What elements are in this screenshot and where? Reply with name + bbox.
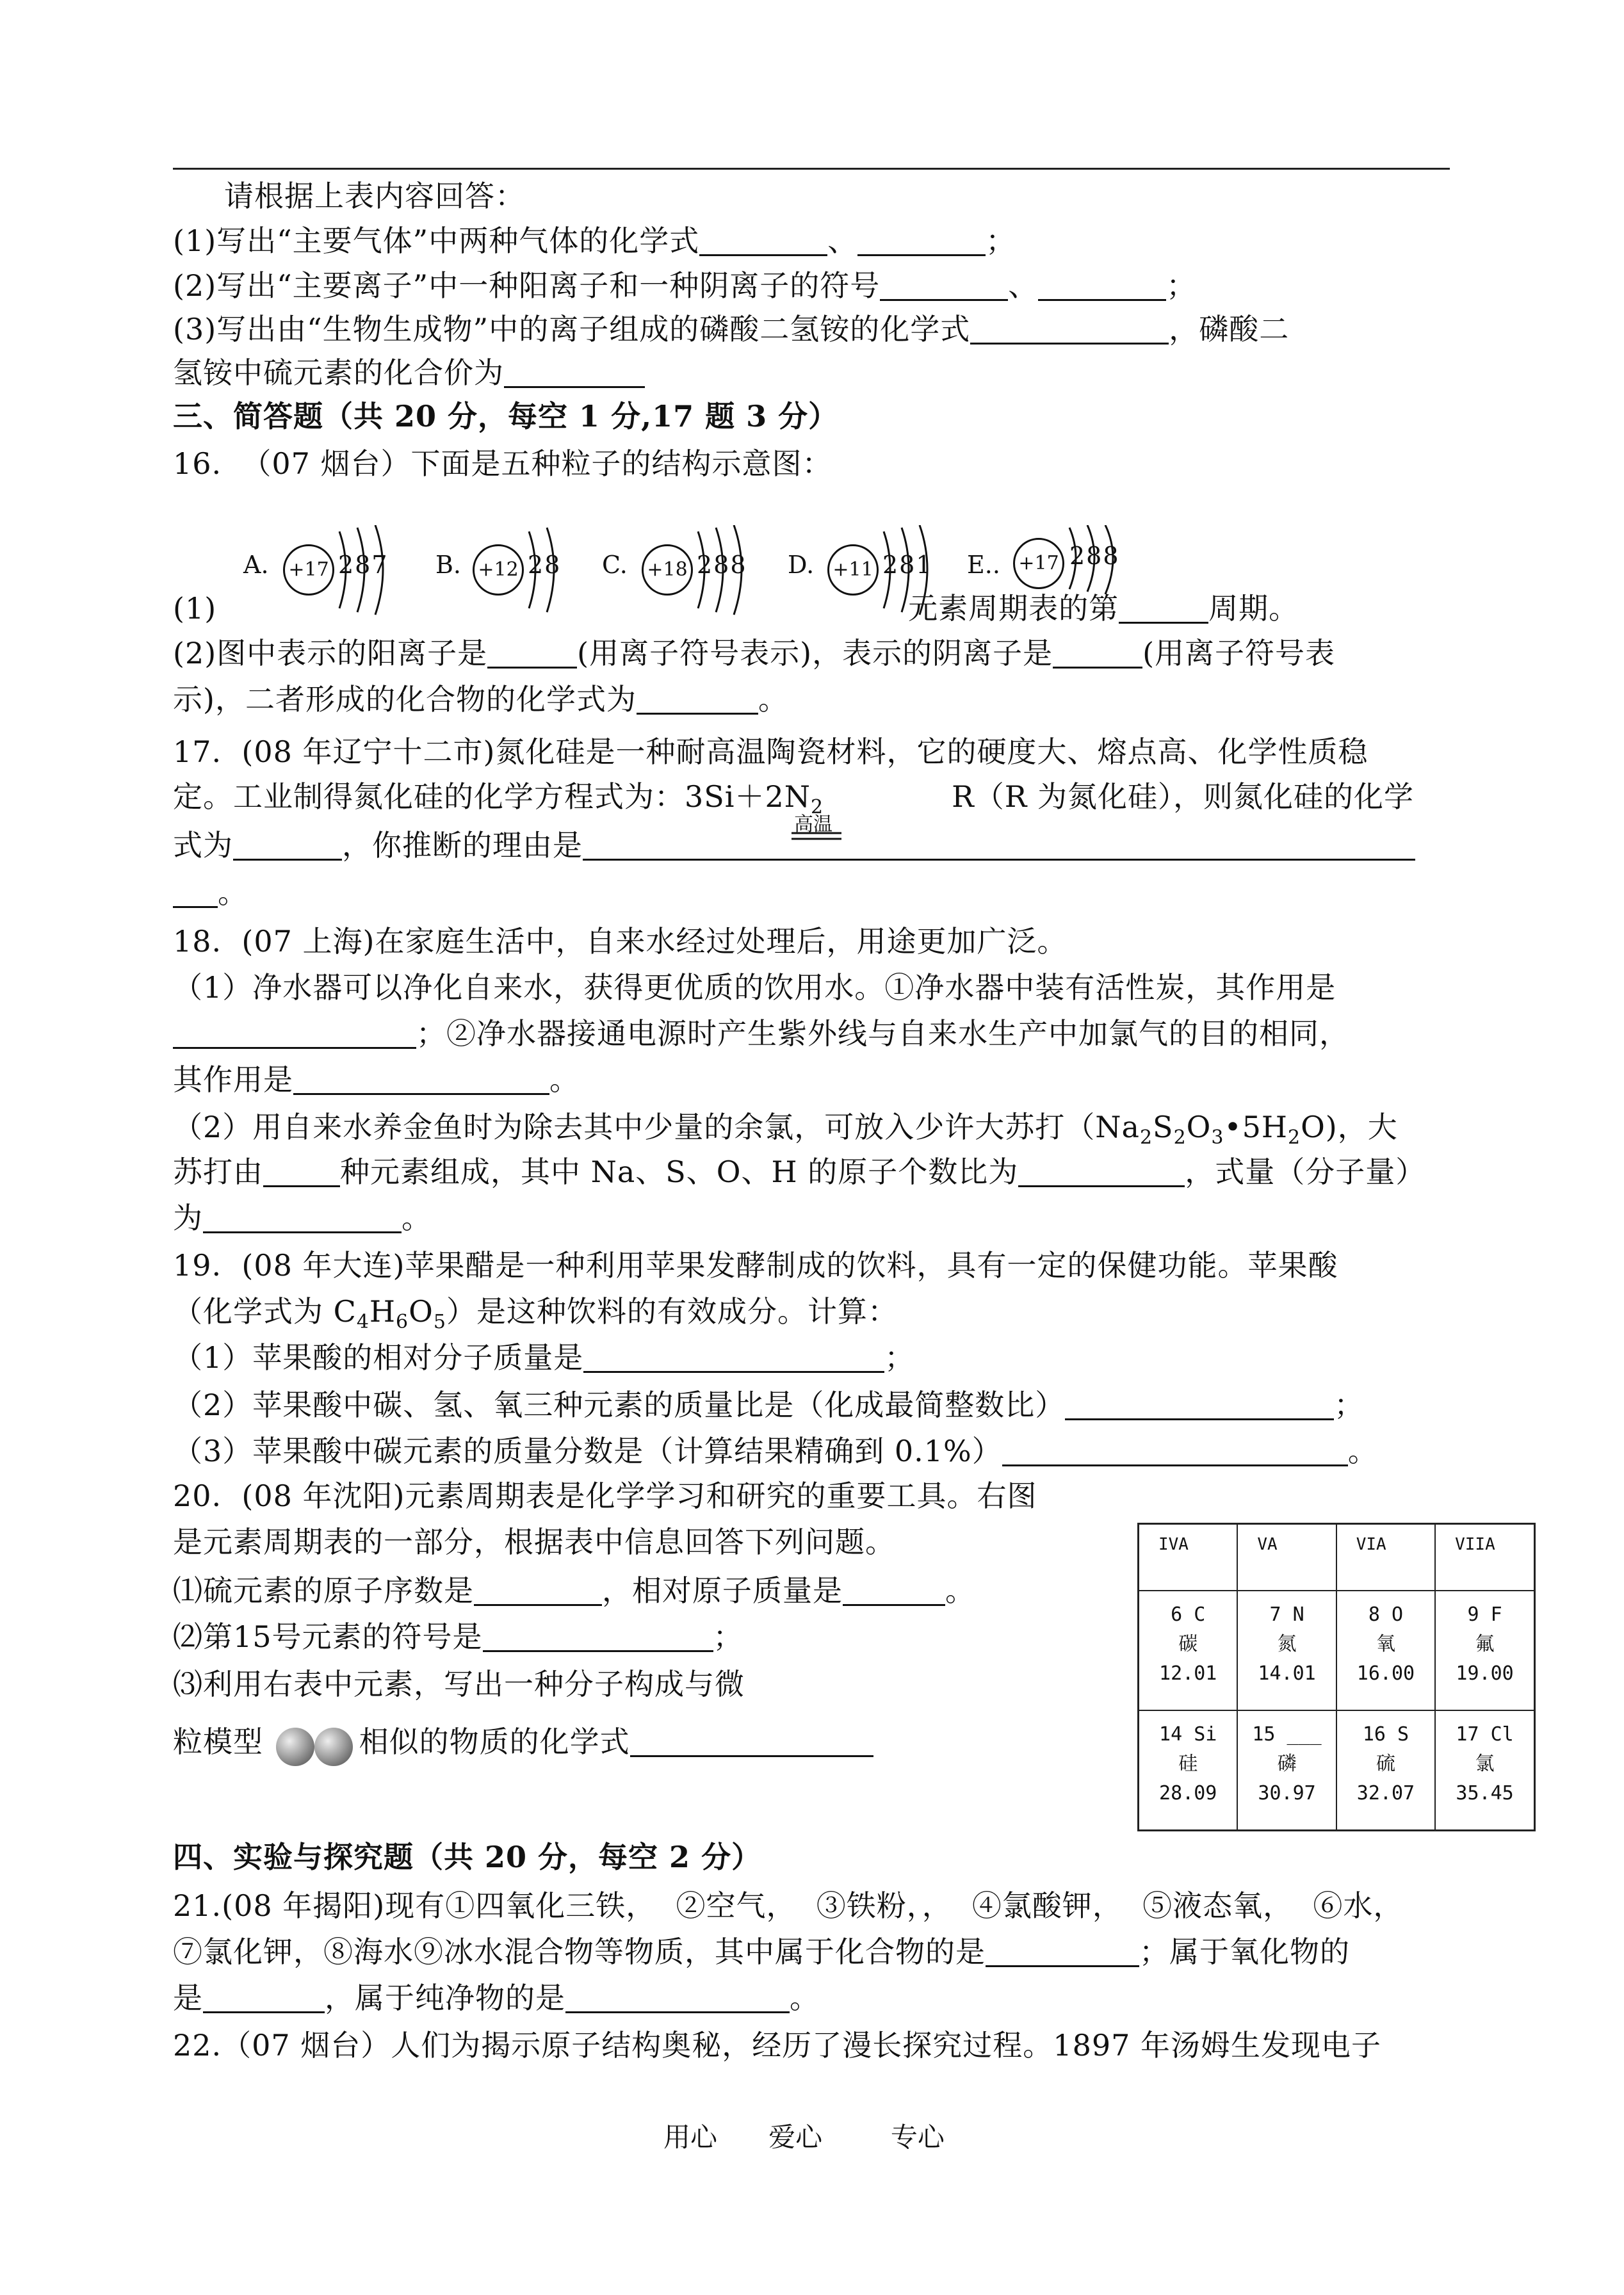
intro-text: 请根据上表内容回答：: [224, 179, 525, 213]
q21-line1: 21.(08 年揭阳)现有①四氧化三铁， ②空气， ③铁粉，， ④氯酸钾， ⑤液态氧， ⑥水，: [173, 1888, 1404, 1923]
element-cell-silicon: 14 Si 硅 28.09: [1139, 1710, 1238, 1831]
page-footer: 用心 爱心 专心: [663, 2121, 945, 2153]
atom-diagram-e: E.. +17 288: [967, 525, 1133, 628]
q18-part2-line3: 为 。: [173, 1201, 432, 1235]
group-header: VIIA: [1435, 1524, 1534, 1591]
q16-stem: 16. （07 烟台）下面是五种粒子的结构示意图：: [173, 446, 832, 481]
periodic-table-excerpt: [1137, 1523, 1536, 1831]
q19-formula-line: （化学式为 $C_4H_6O_5$）是这种饮料的有效成分。计算：: [173, 1294, 898, 1333]
q15-part1: (1)写出“主要气体”中两种气体的化学式 、 ；: [173, 223, 1016, 258]
q18-part1-line1: （1）净水器可以净化自来水，获得更优质的饮用水。①净水器中装有活性炭，其作用是: [173, 970, 1336, 1005]
element-cell-fluorine: 9 F 氟 19.00: [1435, 1591, 1534, 1710]
group-header: IVA: [1139, 1524, 1238, 1591]
q18-part2-line1: （2）用自来水养金鱼时为除去其中少量的余氯，可放入少许大苏打$(Na_2S_2O_3•5H_2O)$，大: [173, 1110, 1398, 1149]
atom-diagram-d: D. +11 281: [788, 525, 941, 628]
q20-part1: ⑴硫元素的原子序数是 ，相对原子质量是 。: [173, 1573, 975, 1608]
element-cell-phosphorus: 15 ___ 磷 30.97: [1237, 1710, 1336, 1831]
q22-stem: 22.（07 烟台）人们为揭示原子结构奥秘，经历了漫长探究过程。1897 年汤姆生发现电子: [173, 2028, 1381, 2063]
header-rule: [173, 168, 1450, 170]
element-cell-chlorine: 17 Cl 氯 35.45: [1435, 1710, 1534, 1831]
q19-stem: 19. (08 年大连)苹果醋是一种利用苹果发酵制成的饮料，具有一定的保健功能。苹果酸: [173, 1248, 1338, 1283]
q18-part1-line2: ；②净水器接通电源时产生紫外线与自来水生产中加氯气的目的相同，: [173, 1014, 1349, 1053]
element-cell-sulfur: 16 S 硫 32.07: [1336, 1710, 1435, 1831]
q15-part3: (3)写出由“生物生成物”中的离子组成的磷酸二氢铵的化学式 ，磷酸二: [173, 312, 1290, 346]
q21-line2: ⑦氯化钾，⑧海水⑨冰水混合物等物质，其中属于化合物的是 ；属于氧化物的: [173, 1934, 1350, 1969]
q19-part2: （2）苹果酸中碳、氢、氧三种元素的质量比是（化成最简整数比） ；: [173, 1388, 1365, 1422]
q18-stem: 18. (07 上海)在家庭生活中，自来水经过处理后，用途更加广泛。: [173, 924, 1068, 959]
q19-part1: （1）苹果酸的相对分子质量是 ；: [173, 1340, 915, 1375]
q20-line1: 20. (08 年沈阳)元素周期表是化学学习和研究的重要工具。右图: [173, 1479, 1037, 1513]
atom-diagram-c: C. +18 288: [602, 525, 756, 628]
q17-line1: 17. (08 年辽宁十二市)氮化硅是一种耐高温陶瓷材料，它的硬度大、熔点高、化学性质稳: [173, 734, 1368, 769]
element-cell-nitrogen: 7 N 氮 14.01: [1237, 1591, 1336, 1710]
element-cell-carbon: 6 C 碳 12.01: [1139, 1591, 1238, 1710]
q15-part3-cont: 氢铵中硫元素的化合价为: [173, 353, 645, 392]
q16-part2: (2)图中表示的阳离子是 (用离子符号表示)，表示的阴离子是 (用离子符号表: [173, 636, 1336, 670]
q15-part2: (2)写出“主要离子”中一种阳离子和一种阴离子的符号 、 ；: [173, 268, 1197, 303]
q19-part3: （3）苹果酸中碳元素的质量分数是（计算结果精确到 0.1%） 。: [173, 1434, 1378, 1468]
q20-part3-cont: 粒模型 相似的物质的化学式: [173, 1723, 873, 1764]
q17-line4: 。: [173, 873, 248, 912]
atom-diagram-a: A. +17 287: [243, 525, 397, 628]
section3-heading: 三、简答题（共 20 分，每空 1 分,17 题 3 分）: [173, 399, 839, 434]
reaction-condition: 高温: [794, 813, 832, 836]
q18-part2-line2: 苏打由 种元素组成，其中 Na、S、O、H 的原子个数比为 ，式量（分子量）: [173, 1155, 1426, 1189]
q16-part2-cont: 示)，二者形成的化合物的化学式为 。: [173, 682, 788, 717]
diatomic-molecule-model: [273, 1725, 359, 1764]
q17-line2: 定。工业制得氮化硅的化学方程式为：$3Si+2N_2$ R（R 为氮化硅），则氮化硅的化学: [173, 779, 1415, 818]
q17-line3: 式为 ，你推断的理由是: [173, 826, 1415, 864]
section4-heading: 四、实验与探究题（共 20 分，每空 2 分）: [173, 1840, 762, 1874]
q20-part3: ⑶利用右表中元素，写出一种分子构成与微: [173, 1667, 745, 1701]
element-cell-oxygen: 8 O 氧 16.00: [1336, 1591, 1435, 1710]
group-header: VIA: [1336, 1524, 1435, 1591]
atom-diagram-b: B. +12 28: [435, 525, 564, 628]
q21-line3: 是 ，属于纯净物的是 。: [173, 1981, 820, 2015]
q20-line2: 是元素周期表的一部分，根据表中信息回答下列问题。: [173, 1525, 895, 1559]
group-header: VA: [1237, 1524, 1336, 1591]
q16-part1: (1) 元素周期表的第 周期。: [173, 591, 1299, 626]
q20-part2: ⑵第15号元素的符号是 ；: [173, 1619, 743, 1654]
q18-part1-line3: 其作用是 。: [173, 1062, 580, 1097]
